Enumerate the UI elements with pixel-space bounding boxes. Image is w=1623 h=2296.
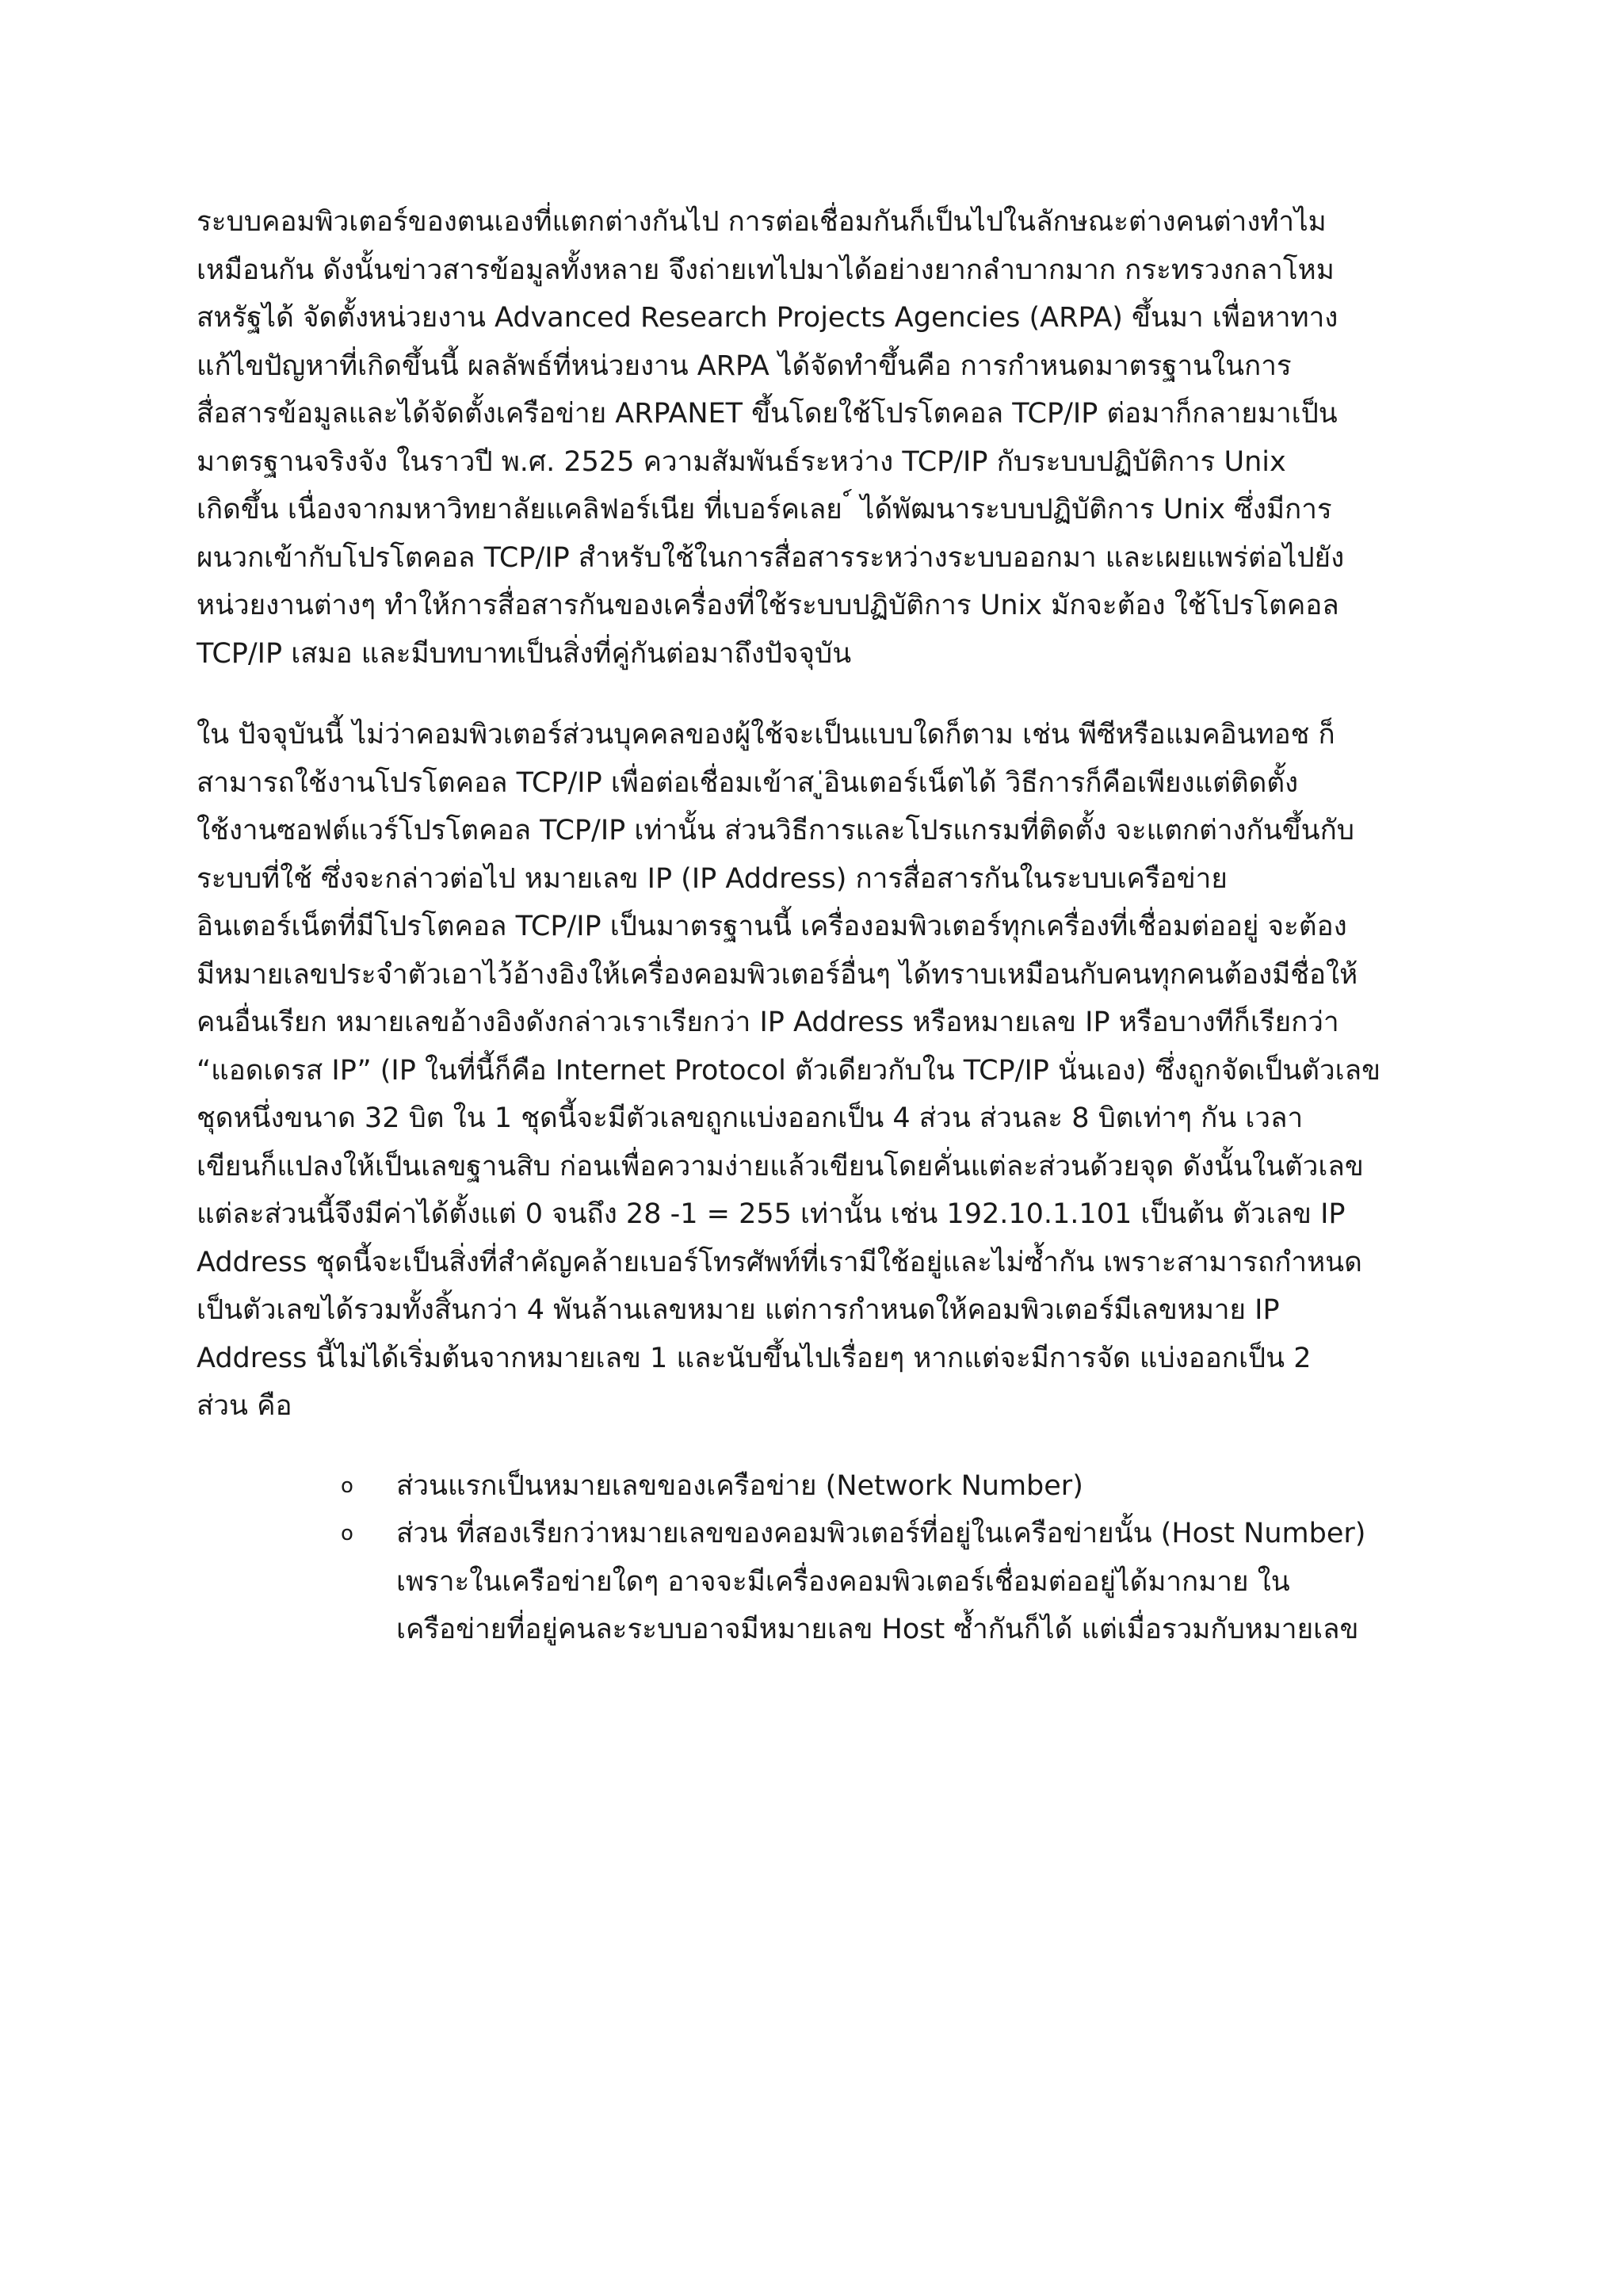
- text-line: เพราะในเครือข่ายใดๆ อาจจะมีเครื่องคอมพิวเตอร์เชื่อมต่ออยู่ได้มากมาย ใน: [396, 1565, 1290, 1598]
- bullet-marker: o: [341, 1473, 353, 1498]
- text-line: สหรัฐได้ จัดตั้งหน่วยงาน Advanced Research Projects Agencies (ARPA) ขึ้นมา เพื่อหาทาง: [197, 302, 1338, 334]
- text-line: Address ชุดนี้จะเป็นสิ่งที่สำคัญคล้ายเบอร์โทรศัพท์ที่เรามีใช้อยู่และไม่ซ้ำกัน เพราะสามารถกำหนด: [197, 1246, 1362, 1278]
- text-line: คนอื่นเรียก หมายเลขอ้างอิงดังกล่าวเราเรียกว่า IP Address หรือหมายเลข IP หรือบางทีก็เรียกว่า: [197, 1007, 1339, 1038]
- text-line: ส่วนแรกเป็นหมายเลขของเครือข่าย (Network Number): [396, 1469, 1083, 1502]
- paragraph-ip-address: [197, 711, 1433, 1431]
- text-line: ระบบที่ใช้ ซึ่งจะกล่าวต่อไป หมายเลข IP (IP Address) การสื่อสารกันในระบบเครือข่าย: [197, 862, 1228, 895]
- list-item: [341, 1510, 1433, 1654]
- text-line: “แอดเดรส IP” (IP ในที่นี้ก็คือ Internet Protocol ตัวเดียวกับใน TCP/IP นั่นเอง) ซึ่งถูกจัดเป็นตัวเลข: [197, 1054, 1381, 1087]
- text-line: ส่วน คือ: [197, 1390, 292, 1422]
- text-line: ระบบคอมพิวเตอร์ของตนเองที่แตกต่างกันไป การต่อเชื่อมกันก็เป็นไปในลักษณะต่างคนต่างทำไม: [197, 206, 1327, 238]
- text-line: ส่วน ที่สองเรียกว่าหมายเลขของคอมพิวเตอร์ที่อยู่ในเครือข่ายนั้น (Host Number): [396, 1518, 1366, 1549]
- text-line: อินเตอร์เน็ตที่มีโปรโตคอล TCP/IP เป็นมาตรฐานนี้ เครื่องอมพิวเตอร์ทุกเครื่องที่เชื่อมต่ออยู่ จะต้อง: [197, 911, 1347, 942]
- text-line: เกิดขึ้น เนื่องจากมหาวิทยาลัยแคลิฟอร์เนีย ที่เบอร์คเลย ์ ได้พัฒนาระบบปฏิบัติการ Unix ซึ่งมีการ: [197, 494, 1332, 525]
- list-item: [341, 1462, 1433, 1511]
- text-line: แก้ไขปัญหาที่เกิดขึ้นนี้ ผลลัพธ์ที่หน่วยงาน ARPA ได้จัดทำขึ้นคือ การกำหนดมาตรฐานในการ: [197, 350, 1292, 382]
- text-line: มีหมายเลขประจำตัวเอาไว้อ้างอิงให้เครื่องคอมพิวเตอร์อื่นๆ ได้ทราบเหมือนกับคนทุกคนต้องมีชื่อให้: [197, 958, 1358, 991]
- text-line: ใน ปัจจุบันนี้ ไม่ว่าคอมพิวเตอร์ส่วนบุคคลของผู้ใช้จะเป็นแบบใดก็ตาม เช่น พีซีหรือแมคอินทอช ก็: [197, 719, 1335, 751]
- text-line: ชุดหนึ่งขนาด 32 บิต ใน 1 ชุดนี้จะมีตัวเลขถูกแบ่งออกเป็น 4 ส่วน ส่วนละ 8 บิตเท่าๆ กัน เวลา: [197, 1102, 1304, 1134]
- text-line: สื่อสารข้อมูลและได้จัดตั้งเครือข่าย ARPANET ขึ้นโดยใช้โปรโตคอล TCP/IP ต่อมาก็กลายมาเป็น: [197, 398, 1338, 430]
- text-line: แต่ละส่วนนี้จึงมีค่าได้ตั้งแต่ 0 จนถึง 28 -1 = 255 เท่านั้น เช่น 192.10.1.101 เป็นต้น ตัวเลข IP: [197, 1198, 1346, 1230]
- text-line: Address นี้ไม่ได้เริ่มต้นจากหมายเลข 1 และนับขึ้นไปเรื่อยๆ หากแต่จะมีการจัด แบ่งออกเป็น 2: [197, 1342, 1312, 1374]
- text-line: เครือข่ายที่อยู่คนละระบบอาจมีหมายเลข Host ซ้ำกันก็ได้ แต่เมื่อรวมกับหมายเลข: [396, 1614, 1359, 1645]
- text-line: สามารถใช้งานโปรโตคอล TCP/IP เพื่อต่อเชื่อมเข้าส ู่อินเตอร์เน็ตได้ วิธีการก็คือเพียงแต่ติดตั้ง: [197, 766, 1299, 799]
- text-line: เหมือนกัน ดังนั้นข่าวสารข้อมูลทั้งหลาย จึงถ่ายเทไปมาได้อย่างยากลำบากมาก กระทรวงกลาโหม: [197, 254, 1335, 286]
- text-line: เขียนก็แปลงให้เป็นเลขฐานสิบ ก่อนเพื่อความง่ายแล้วเขียนโดยคั่นแต่ละส่วนด้วยจุด ดังนั้นในตัวเลข: [197, 1150, 1364, 1182]
- text-line: มาตรฐานจริงจัง ในราวปี พ.ศ. 2525 ความสัมพันธ์ระหว่าง TCP/IP กับระบบปฏิบัติการ Unix: [197, 445, 1286, 478]
- document-body: [197, 198, 1433, 1654]
- text-line: TCP/IP เสมอ และมีบทบาทเป็นสิ่งที่คู่กันต่อมาถึงปัจจุบัน: [197, 637, 852, 670]
- text-line: เป็นตัวเลขได้รวมทั้งสิ้นกว่า 4 พันล้านเลขหมาย แต่การกำหนดให้คอมพิวเตอร์มีเลขหมาย IP: [197, 1294, 1280, 1326]
- text-line: ใช้งานซอฟต์แวร์โปรโตคอล TCP/IP เท่านั้น ส่วนวิธีการและโปรแกรมที่ติดตั้ง จะแตกต่างกันขึ้นกับ: [197, 815, 1354, 846]
- text-line: ผนวกเข้ากับโปรโตคอล TCP/IP สำหรับใช้ในการสื่อสารระหว่างระบบออกมา และเผยแพร่ต่อไปยัง: [197, 541, 1345, 574]
- paragraph-arpanet-history: [197, 198, 1433, 678]
- bullet-list: [197, 1462, 1433, 1654]
- bullet-marker: o: [341, 1522, 353, 1545]
- text-line: หน่วยงานต่างๆ ทำให้การสื่อสารกันของเครื่องที่ใช้ระบบปฏิบัติการ Unix มักจะต้อง ใช้โปรโตคอล: [197, 590, 1339, 621]
